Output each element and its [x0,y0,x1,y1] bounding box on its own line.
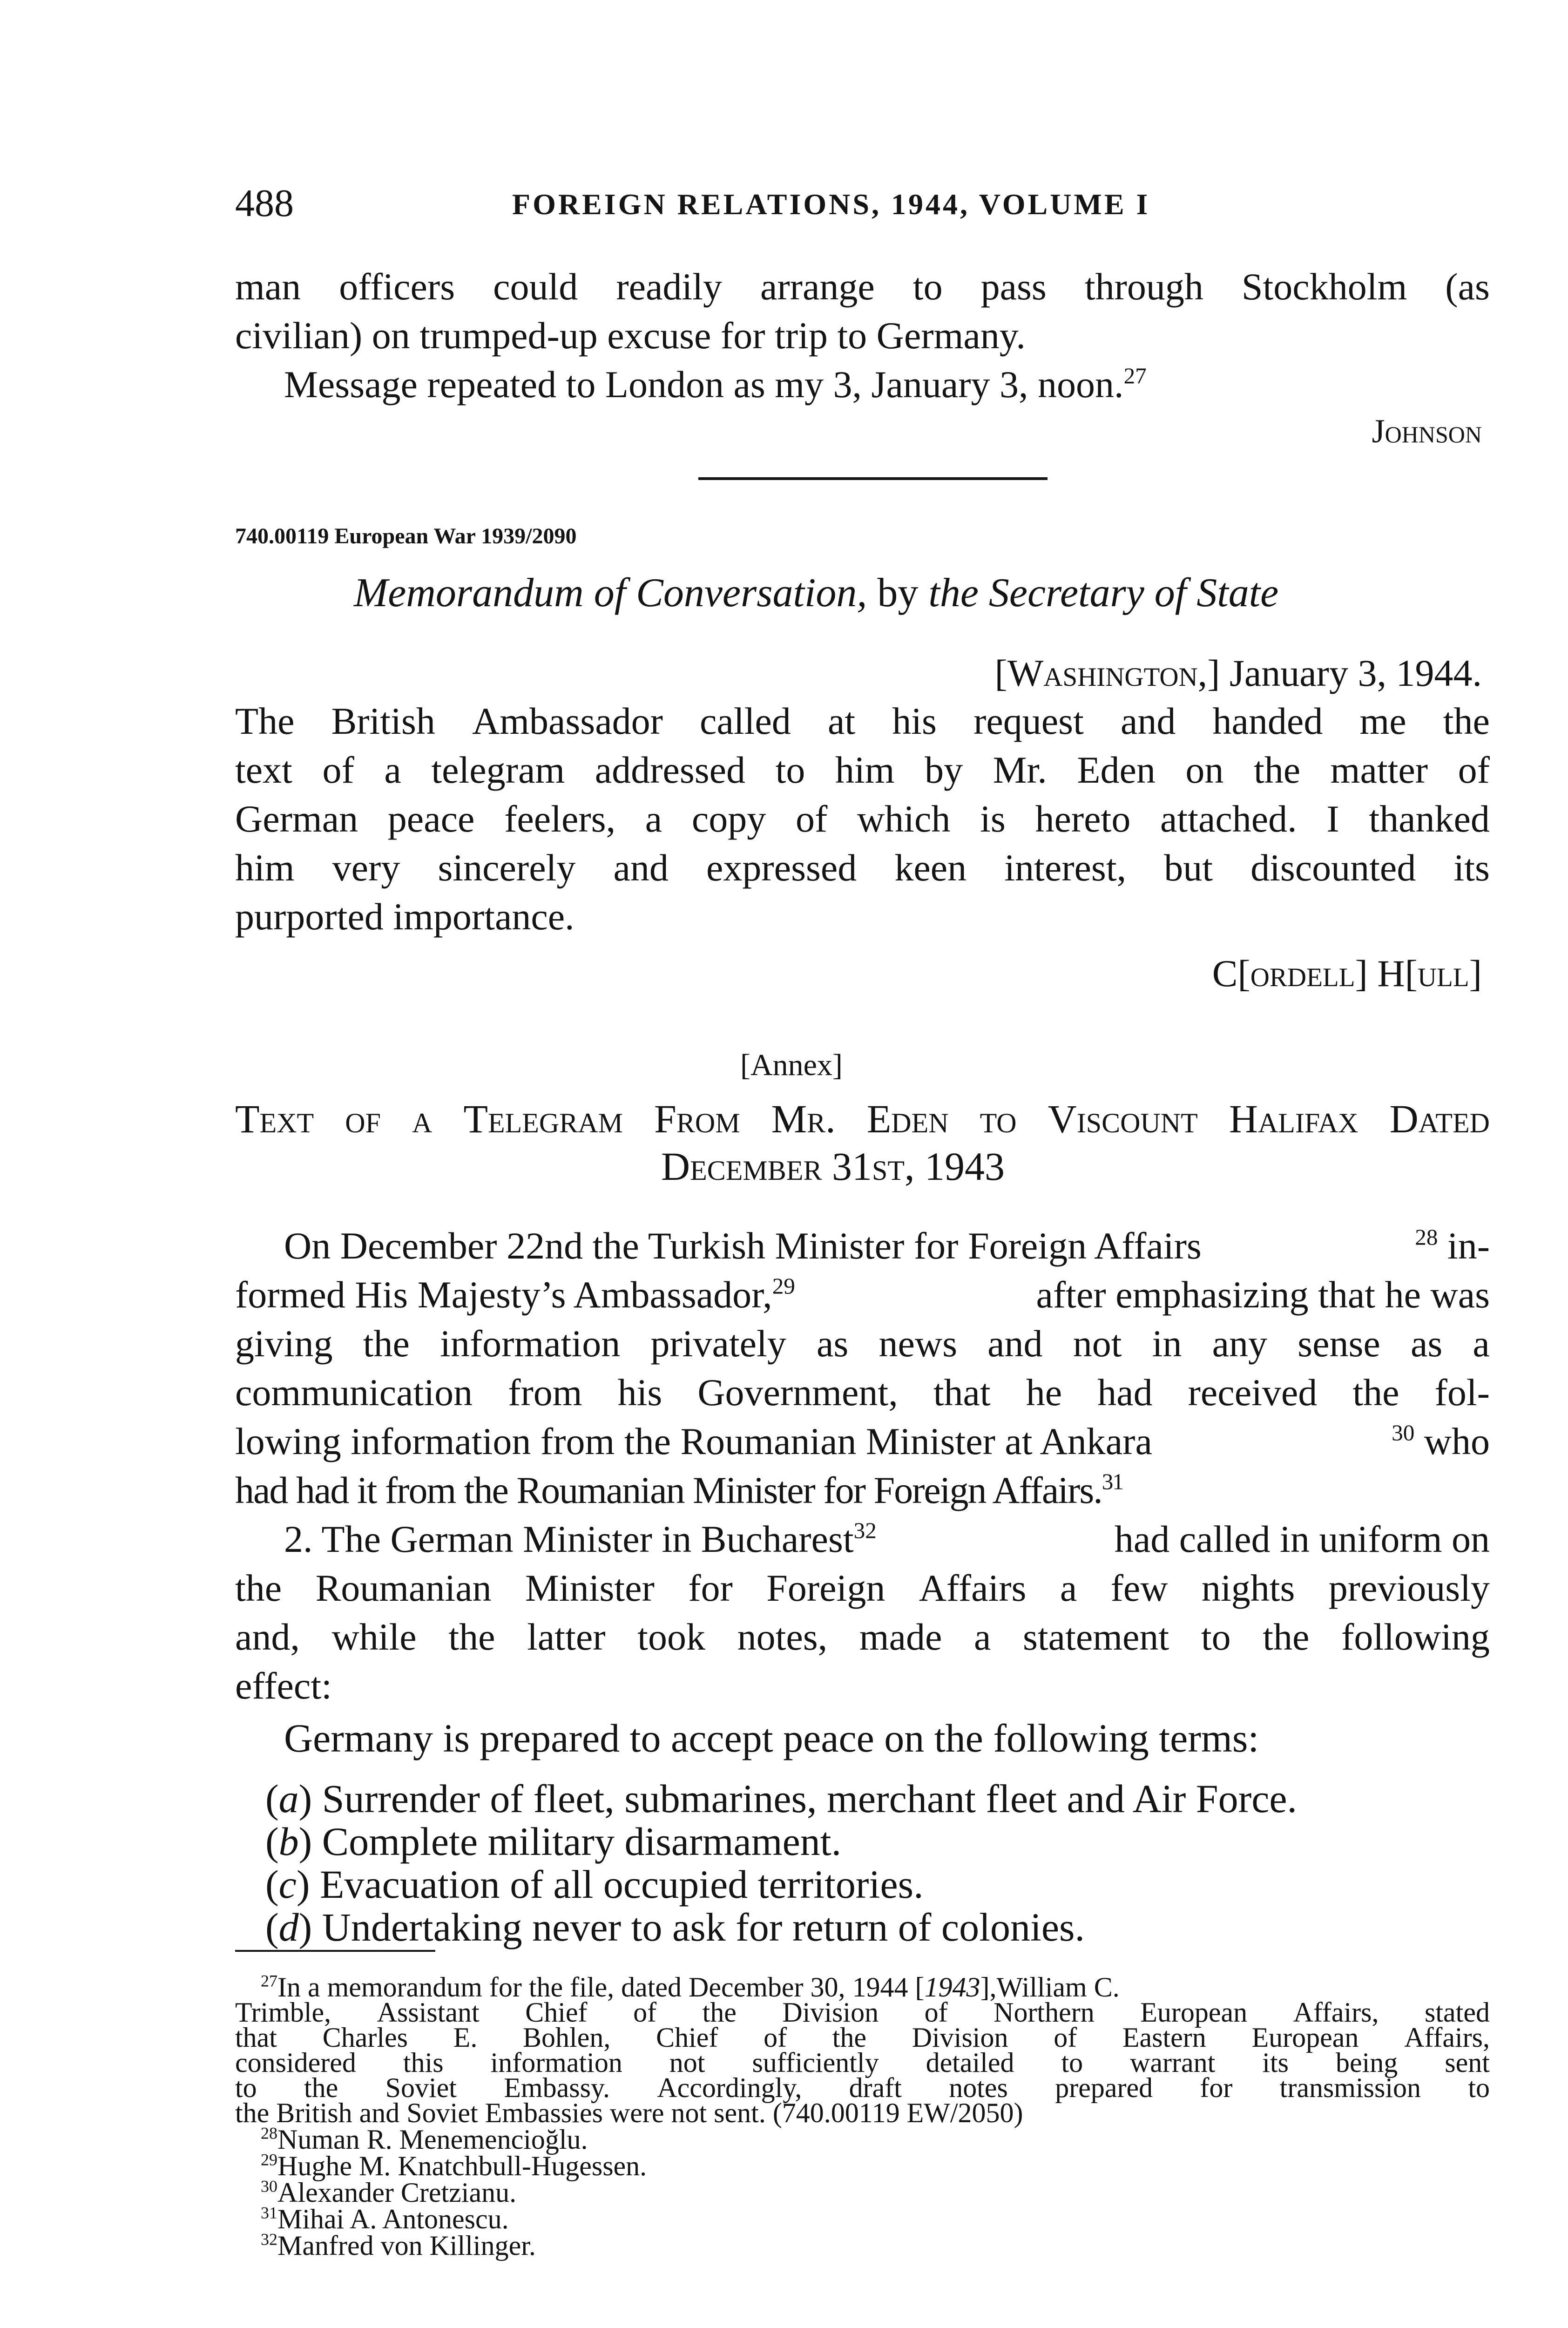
word: and [613,846,669,889]
word: prepared [1055,2072,1153,2103]
word: information [440,1322,621,1365]
word: of [633,1997,657,2028]
word: that [933,1371,991,1414]
word: made [859,1616,942,1658]
word: him [235,846,295,889]
word: considered [235,2047,356,2078]
carryover-line-1 [235,265,1490,308]
word: Affairs [919,1567,1027,1609]
word: sufficiently [752,2047,879,2078]
word: European [1251,2022,1359,2053]
word: the [702,1997,737,2028]
footnote-31: $^{31}$Mihai A. Antonescu. [261,2203,509,2234]
word: request [973,700,1084,742]
word: statement [1022,1616,1169,1658]
word: and [987,1322,1043,1365]
word: of [322,749,354,791]
word: that [235,2022,277,2053]
word: through [1084,265,1203,308]
word: pass [980,265,1047,308]
memo-body-line-4 [235,846,1490,889]
memo-signature: C[ordell] H[ull] [1212,952,1482,995]
word: his [617,1371,662,1414]
word: arrange [760,265,875,308]
word: addressed [595,749,746,791]
annex-label: [Annex] [740,1048,843,1082]
word: took [637,1616,705,1658]
dateline: [Washington,] January 3, 1944. [994,652,1482,694]
word: Mr. [993,749,1047,791]
word: Charles [322,2022,408,2053]
annex-p1-line-6: had had it from the Roumanian Minister for Foreign Affairs.$^{31}$ [235,1469,1123,1511]
word: E. [453,2022,478,2053]
word: being [1335,2047,1398,2078]
dateline-place: Washington, [1007,652,1208,694]
word: him [835,749,895,791]
word: nights [1201,1567,1295,1609]
word: to [775,749,805,791]
word: thanked [1369,798,1490,840]
footnote-27-line-6: the British and Soviet Embassies were not sent. (740.00119 EW/2050) [235,2098,1023,2128]
word: information [490,2047,622,2078]
memo-body-line-2 [235,751,1490,789]
word: the [1352,1371,1399,1414]
annex-p1-line-4 [235,1371,1490,1414]
term-item-c: (c) Evacuation of all occupied territories. [265,1862,924,1907]
word: news [879,1322,957,1365]
word: Government, [697,1371,898,1414]
word: Trimble, [235,1997,331,2028]
word: following [1341,1616,1490,1658]
memo-body-line-3 [235,800,1490,838]
term-item-a: (a) Surrender of fleet, submarines, merchant fleet and Air Force. [265,1776,1298,1821]
memorandum-title-author: the Secretary of State [918,570,1279,616]
word: a [384,749,401,791]
word: notes [949,2072,1008,2103]
running-title: FOREIGN RELATIONS, 1944, VOLUME I [512,188,1150,221]
footnote-ref-32[interactable]: 32 [853,1517,877,1543]
word: for [1200,2072,1233,2103]
word: keen [894,846,967,889]
word: detailed [926,2047,1014,2078]
word: man [235,265,301,308]
word: a [412,1096,433,1141]
terms-intro: Germany is prepared to accept peace on the following terms: [284,1716,1259,1760]
footnote-27-number: 27 [261,1971,277,1990]
word: Telegram [463,1096,623,1141]
word: a [973,1616,991,1658]
section-divider [698,477,1048,480]
word: transmission [1279,2072,1421,2103]
word: Foreign [766,1567,885,1609]
annex-title-line-2: December 31st, 1943 [661,1144,1005,1189]
annex-p1-line-3 [235,1322,1490,1365]
annex-p2-line-3 [235,1618,1490,1656]
word: a [1060,1567,1077,1609]
memo-body-line-5: purported importance. [235,895,574,938]
memorandum-title [354,570,1279,616]
word: telegram [431,749,565,791]
word: Embassy. [504,2072,610,2103]
word: the [235,1567,282,1609]
word: to [1061,2047,1083,2078]
word: of [924,1997,948,2028]
word: to [912,265,943,308]
word: European [1140,1997,1248,2028]
word: Affairs, [1293,1997,1379,2028]
word: I [1326,798,1339,840]
word: is [980,798,1006,840]
word: latter [527,1616,606,1658]
word: in [1152,1322,1182,1365]
memorandum-title-by: by [877,570,919,616]
annex-p1-line-5: lowing information from the Roumanian Minister at Ankara $^{30}$ who [235,1420,1490,1462]
word: as [816,1322,849,1365]
word: hereto [1035,798,1131,840]
word: notes, [737,1616,828,1658]
word: copy [691,798,766,840]
word: the [304,2072,338,2103]
word: From [654,1096,740,1141]
footnote-30: $^{30}$Alexander Cretzianu. [261,2177,517,2208]
word: handed [1212,700,1323,742]
word: to [1201,1616,1231,1658]
annex-p1-line-1: On December 22nd the Turkish Minister for Foreign Affairs $^{28}$ in- [284,1224,1490,1267]
word: Eden [866,1096,949,1141]
footnote-ref-28[interactable]: 28 [1415,1224,1438,1250]
footnote-28: $^{28}$Numan R. Menemencioğlu. [261,2124,588,2155]
message-repeated-text: Message repeated to London as my 3, January 3, noon. [284,363,1124,406]
word: stated [1425,1997,1490,2028]
word: Dated [1389,1096,1490,1141]
word: Division [912,2022,1008,2053]
word: sincerely [438,846,576,889]
word: which [857,798,951,840]
word: received [1188,1371,1318,1414]
dateline-date: January 3, 1944. [1220,652,1482,694]
word: Chief [525,1997,588,2028]
word: of [764,2022,787,2053]
word: Eastern [1122,2022,1206,2053]
annex-title-line-1 [235,1096,1490,1141]
word: readily [616,265,722,308]
word: this [403,2047,444,2078]
word: British [331,700,435,742]
word: not [1073,1322,1122,1365]
word: Stockholm [1241,265,1407,308]
memo-body-line-1 [235,702,1490,740]
word: Mr. [771,1096,836,1141]
word: called [700,700,791,742]
word: interest, [1004,846,1127,889]
word: sense [1298,1322,1380,1365]
word: Eden [1077,749,1156,791]
word: Halifax [1229,1096,1358,1141]
word: few [1110,1567,1168,1609]
word: sent [1445,2047,1490,2078]
word: the [1253,749,1301,791]
word: as [1410,1322,1443,1365]
footnote-ref-27[interactable]: 27 [1123,363,1147,389]
word: a [1473,1322,1490,1365]
word: (as [1445,265,1490,308]
word: Ambassador [472,700,663,742]
word: to [1468,2072,1490,2103]
word: The [235,700,295,742]
word: the [363,1322,410,1365]
word: Affairs, [1404,2022,1490,2053]
word: giving [235,1322,333,1365]
carryover-line-2: civilian) on trumped-up excuse for trip to Germany. [235,314,1026,357]
word: German [235,798,358,840]
word: Chief [656,2022,718,2053]
word: could [493,265,578,308]
word: matter [1330,749,1428,791]
word: fol- [1434,1371,1490,1414]
footnote-29: $^{29}$Hughe M. Knatchbull-Hugessen. [261,2150,647,2181]
word: text [235,749,292,791]
word: its [1453,846,1490,889]
word: by [925,749,963,791]
word: Northern [994,1997,1095,2028]
word: on [1185,749,1224,791]
word: his [892,700,937,742]
footnote-ref-30[interactable]: 30 [1392,1420,1415,1446]
footnote-27-line-1: $^{27}$In a memorandum for the file, dated December 30, 1944 [1943],William C. [261,1971,1120,2003]
word: the [1443,700,1490,742]
word: the [448,1616,495,1658]
word: and [1121,700,1176,742]
footnote-32: $^{32}$Manfred von Killinger. [261,2230,536,2261]
annex-p2-line-2 [235,1569,1490,1607]
word: very [332,846,400,889]
word: from [508,1371,582,1414]
word: privately [650,1322,786,1365]
word: and, [235,1616,300,1658]
word: Viscount [1048,1096,1198,1141]
term-item-b: (b) Complete military disarmament. [265,1819,842,1864]
word: discounted [1250,846,1416,889]
word: the [1263,1616,1310,1658]
word: Assistant [377,1997,480,2028]
word: Text [235,1096,314,1141]
footnote-ref-31[interactable]: 31 [1102,1469,1123,1495]
word: to [235,2072,257,2103]
word: communication [235,1371,473,1414]
word: a [645,798,662,840]
word: Bohlen, [523,2022,611,2053]
message-repeated-line [284,365,1147,404]
file-reference: 740.00119 European War 1939/2090 [235,524,577,548]
word: of [345,1096,381,1141]
word: expressed [706,846,857,889]
annex-p1-line-2: formed His Majesty’s Ambassador,$^{29}$ after emphasizing that he was [235,1273,1490,1316]
word: peace [387,798,475,840]
word: Accordingly, [657,2072,802,2103]
word: to [980,1096,1017,1141]
word: of [1458,749,1490,791]
word: of [795,798,828,840]
footnote-separator [235,1950,435,1952]
term-item-d: (d) Undertaking never to ask for return of colonies. [265,1905,1085,1949]
word: previously [1328,1567,1490,1609]
annex-p2-line-1: 2. The German Minister in Bucharest$^{32}$ had called in uniform on [284,1517,1490,1560]
word: Minister [525,1567,655,1609]
word: for [688,1567,733,1609]
word: warrant [1130,2047,1216,2078]
word: while [331,1616,417,1658]
word: but [1164,846,1213,889]
word: at [827,700,856,742]
word: its [1262,2047,1289,2078]
word: the [832,2022,867,2053]
word: Roumanian [315,1567,492,1609]
word: Soviet [385,2072,457,2103]
word: he [1026,1371,1062,1414]
annex-p2-line-4: effect: [235,1665,332,1707]
word: of [1054,2022,1077,2053]
word: attached. [1160,798,1297,840]
word: draft [849,2072,902,2103]
word: me [1359,700,1406,742]
word: had [1097,1371,1153,1414]
word: Division [782,1997,879,2028]
word: any [1212,1322,1268,1365]
footnote-ref-29[interactable]: 29 [772,1273,795,1299]
page-number: 488 [235,182,294,225]
word: officers [339,265,455,308]
carryover-signature: Johnson [1372,413,1482,450]
memorandum-title-main: Memorandum of Conversation, [354,570,878,616]
word: feelers, [504,798,616,840]
word: not [669,2047,705,2078]
